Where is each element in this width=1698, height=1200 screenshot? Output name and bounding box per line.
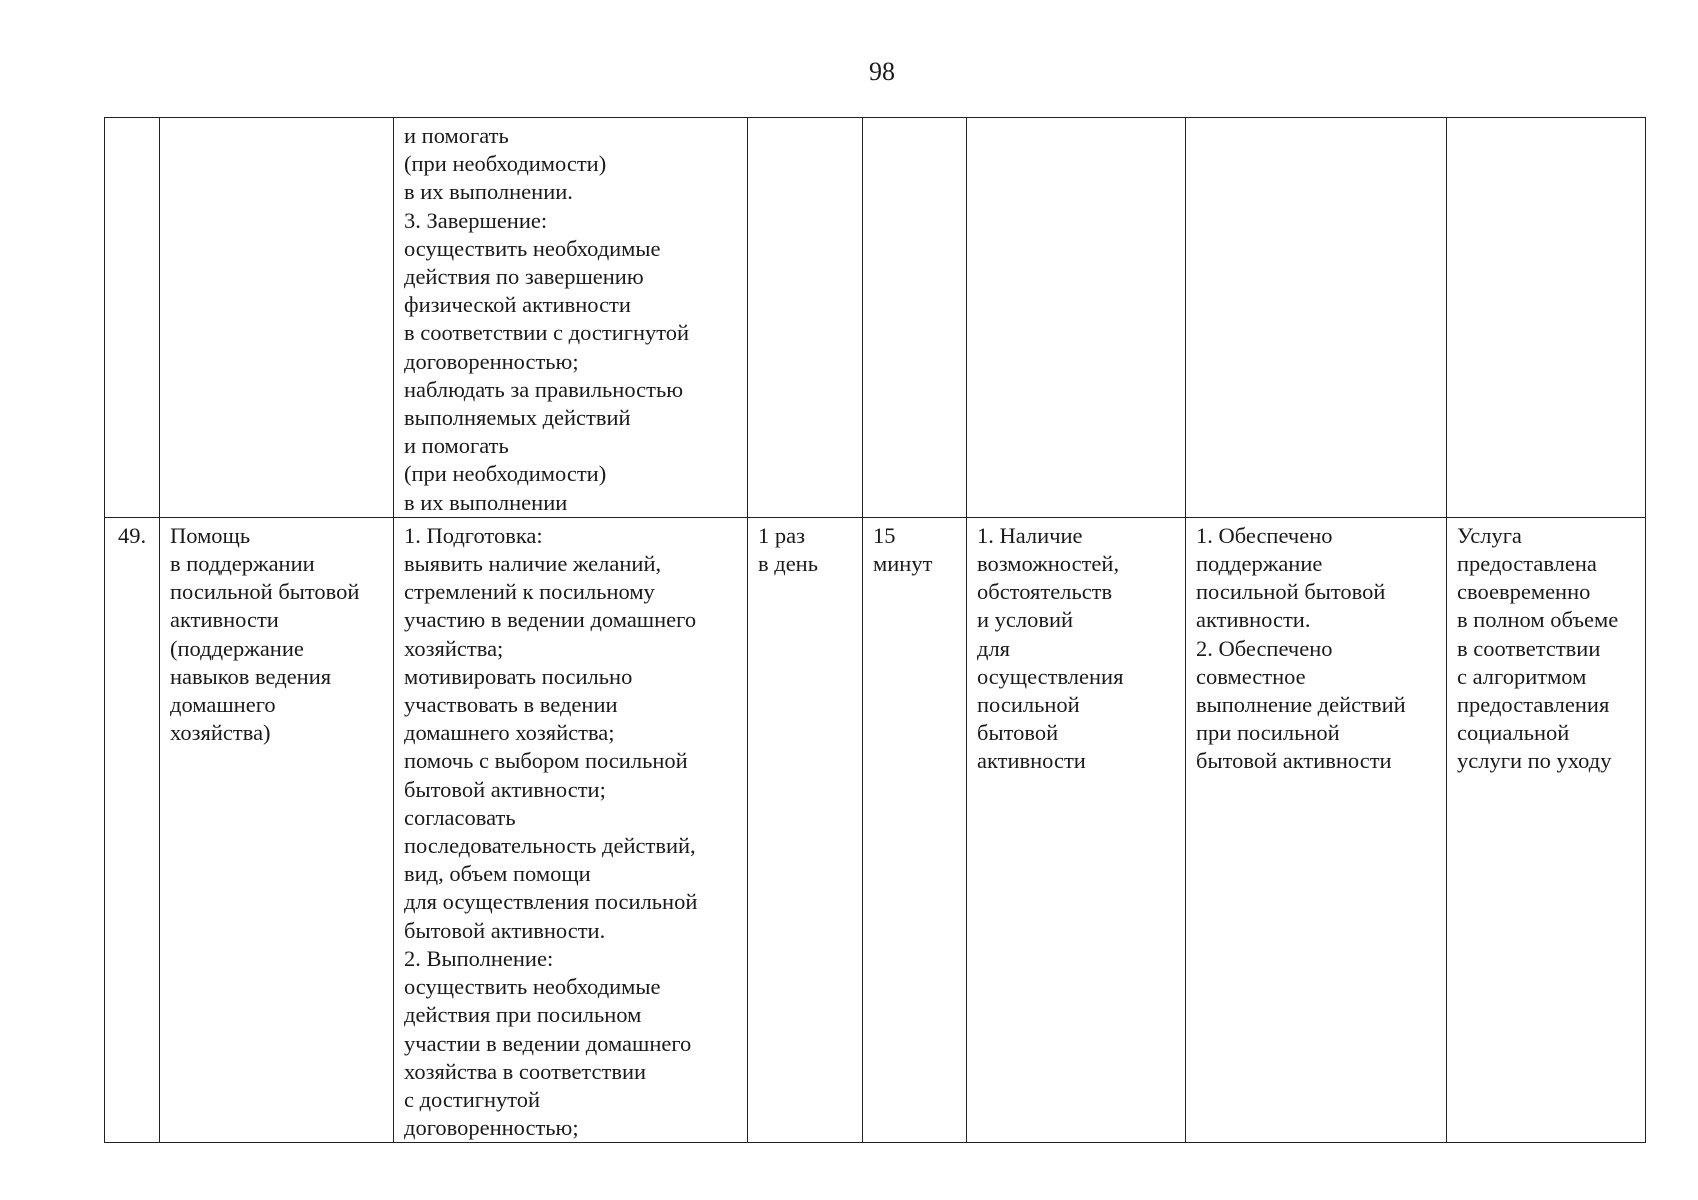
frequency-cell: 1 раз в день [748,517,863,1142]
result-cell: 1. Обеспечено поддержание посильной бытовой активности. 2. Обеспечено совместное выполнение действий при посильной бытовой активности [1186,517,1447,1142]
service-name-cell: Помощь в поддержании посильной бытовой активности (поддержание навыков ведения домашнего хозяйства) [160,517,394,1142]
duration-cell [863,118,967,518]
table-row [105,118,1646,518]
evaluation-cell: Услуга предоставлена своевременно в полном объеме в соответствии с алгоритмом предоставления социальной услуги по уходу [1447,517,1646,1142]
duration-cell: 15 минут [863,517,967,1142]
row-number-cell: 49. [105,517,160,1142]
page-number: 98 [869,57,895,86]
algorithm-cell: и помогать (при необходимости) в их выполнении. 3. Завершение: осуществить необходимые действия по завершению физической активности в соответствии с достигнутой договоренностью; наблюдать за правильностью выполняемых действий и помогать (при необходимости) в их выполнении [394,118,748,518]
services-table [104,117,1646,1143]
conditions-cell: 1. Наличие возможностей, обстоятельств и условий для осуществления посильной бытовой активности [967,517,1186,1142]
result-cell [1186,118,1447,518]
evaluation-cell [1447,118,1646,518]
conditions-cell [967,118,1186,518]
row-number-cell [105,118,160,518]
frequency-cell [748,118,863,518]
table-row [105,517,1646,1142]
algorithm-cell: 1. Подготовка: выявить наличие желаний, стремлений к посильному участию в ведении домашнего хозяйства; мотивировать посильно участвовать в ведении домашнего хозяйства; помочь с выбором посильной бытовой активности; согласовать последовательность действий, вид, объем помощи для осуществления посильной бытовой активности. 2. Выполнение: осуществить необходимые действия при посильном участии в ведении домашнего хозяйства в соответствии с достигнутой договоренностью; [394,517,748,1142]
service-name-cell [160,118,394,518]
